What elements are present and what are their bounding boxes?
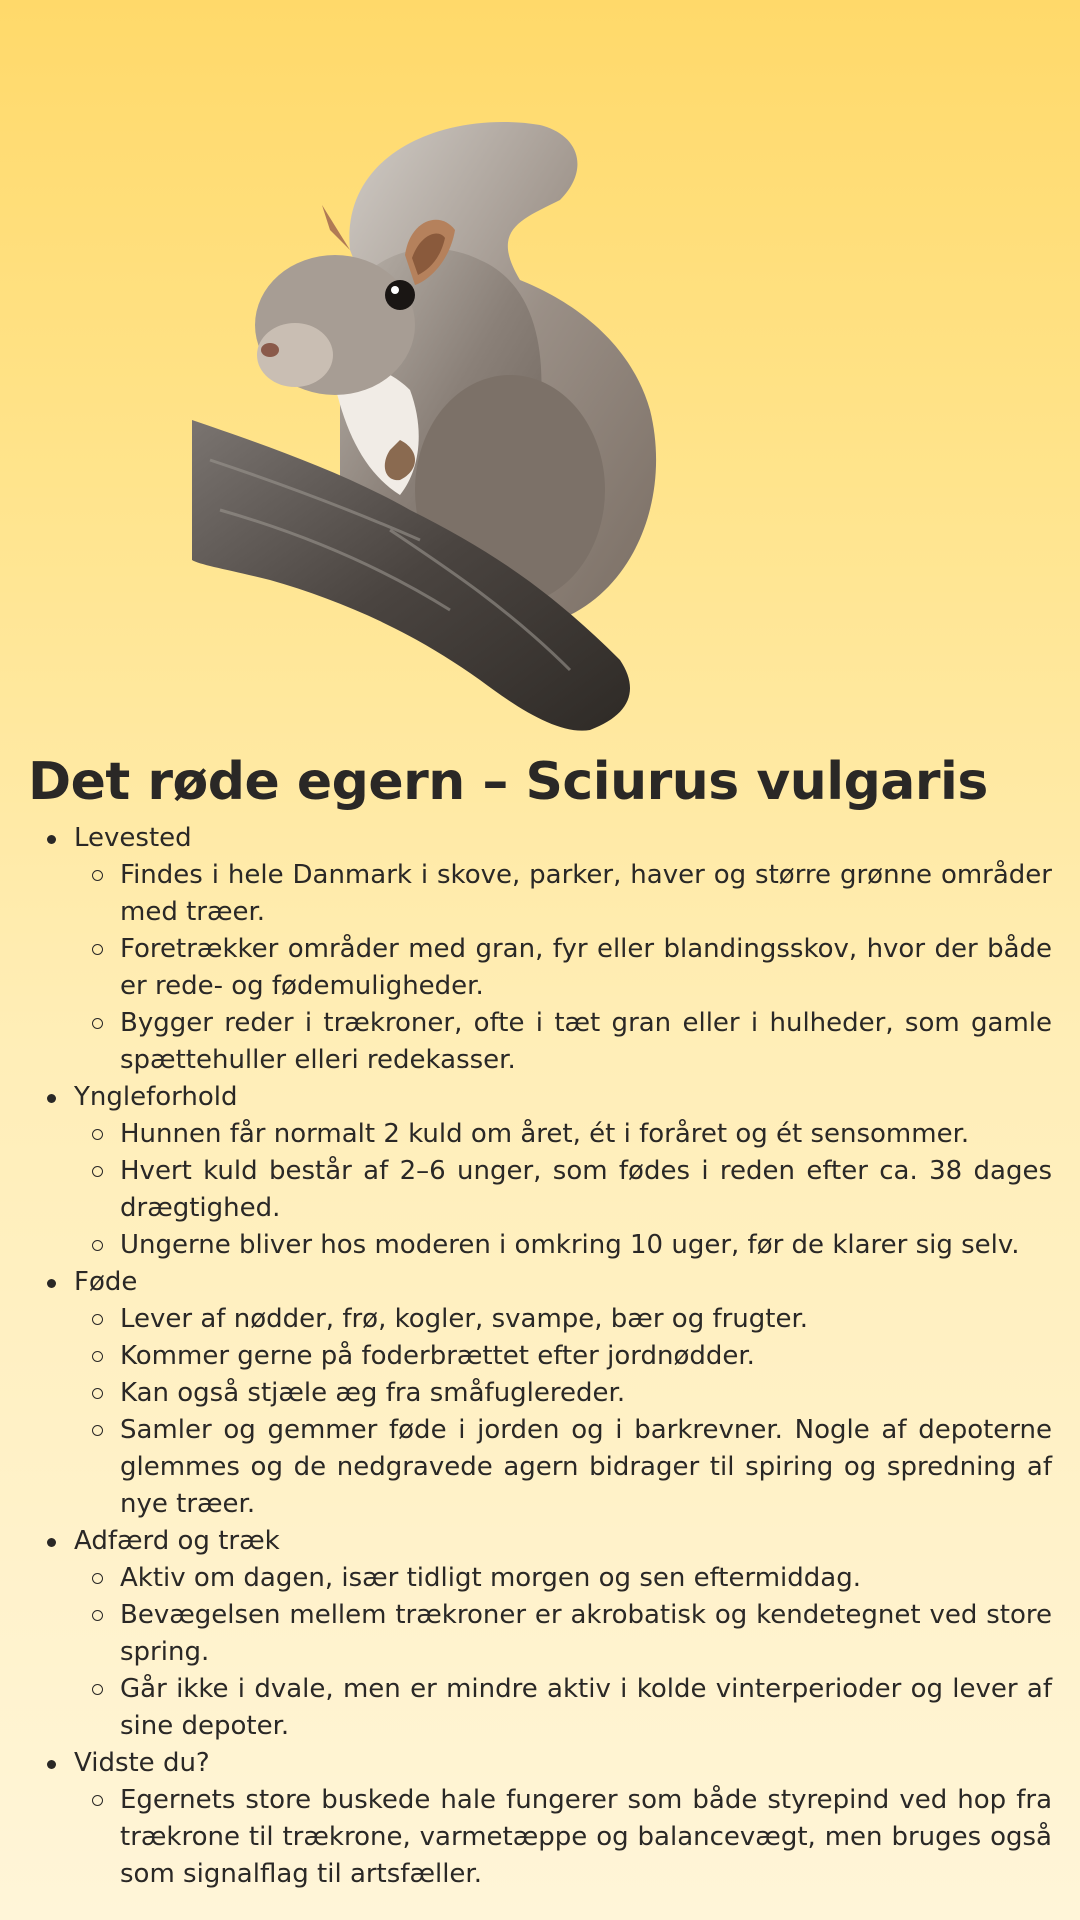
list-item: Egernets store buskede hale fungerer som både styrepind ved hop fra trækrone til trækrone, varmetæppe og balancevægt, men bruges også som signalflag til artsfæller. bbox=[74, 1782, 1052, 1893]
fact-list-container bbox=[28, 820, 1052, 1893]
list-item: Kommer gerne på foderbrættet efter jordnødder. bbox=[74, 1338, 1052, 1375]
section-yngleforhold bbox=[28, 1079, 1052, 1264]
section-heading: Føde bbox=[74, 1267, 138, 1297]
list-item: Kan også stjæle æg fra småfuglereder. bbox=[74, 1375, 1052, 1412]
list-item: Ungerne bliver hos moderen i omkring 10 uger, før de klarer sig selv. bbox=[74, 1227, 1052, 1264]
list-item: Bevægelsen mellem trækroner er akrobatisk og kendetegnet ved store spring. bbox=[74, 1597, 1052, 1671]
list-item: Lever af nødder, frø, kogler, svampe, bær og frugter. bbox=[74, 1301, 1052, 1338]
section-adfaerd bbox=[28, 1523, 1052, 1745]
list-item: Bygger reder i trækroner, ofte i tæt gran eller i hulheder, som gamle spættehuller elleri redekasser. bbox=[74, 1005, 1052, 1079]
section-items bbox=[74, 1301, 1052, 1523]
section-vidste-du bbox=[28, 1745, 1052, 1893]
section-foede bbox=[28, 1264, 1052, 1523]
list-item: Hvert kuld består af 2–6 unger, som fødes i reden efter ca. 38 dages drægtighed. bbox=[74, 1153, 1052, 1227]
section-heading: Adfærd og træk bbox=[74, 1526, 280, 1556]
list-item: Findes i hele Danmark i skove, parker, haver og større grønne områder med træer. bbox=[74, 857, 1052, 931]
list-item: Foretrækker områder med gran, fyr eller blandingsskov, hvor der både er rede- og fødemuligheder. bbox=[74, 931, 1052, 1005]
section-items bbox=[74, 857, 1052, 1079]
list-item: Hunnen får normalt 2 kuld om året, ét i foråret og ét sensommer. bbox=[74, 1116, 1052, 1153]
squirrel-image bbox=[190, 110, 810, 735]
section-heading: Yngleforhold bbox=[74, 1082, 238, 1112]
section-levested bbox=[28, 820, 1052, 1079]
section-items bbox=[74, 1560, 1052, 1745]
list-item: Går ikke i dvale, men er mindre aktiv i kolde vinterperioder og lever af sine depoter. bbox=[74, 1671, 1052, 1745]
section-heading: Vidste du? bbox=[74, 1748, 210, 1778]
list-item: Samler og gemmer føde i jorden og i barkrevner. Nogle af depoterne glemmes og de nedgravede agern bidrager til spiring og spredning af nye træer. bbox=[74, 1412, 1052, 1523]
page-title: Det røde egern – Sciurus vulgaris bbox=[28, 752, 988, 812]
section-heading: Levested bbox=[74, 823, 192, 853]
section-items bbox=[74, 1116, 1052, 1264]
fact-list bbox=[28, 820, 1052, 1893]
section-items bbox=[74, 1782, 1052, 1893]
list-item: Aktiv om dagen, især tidligt morgen og sen eftermiddag. bbox=[74, 1560, 1052, 1597]
